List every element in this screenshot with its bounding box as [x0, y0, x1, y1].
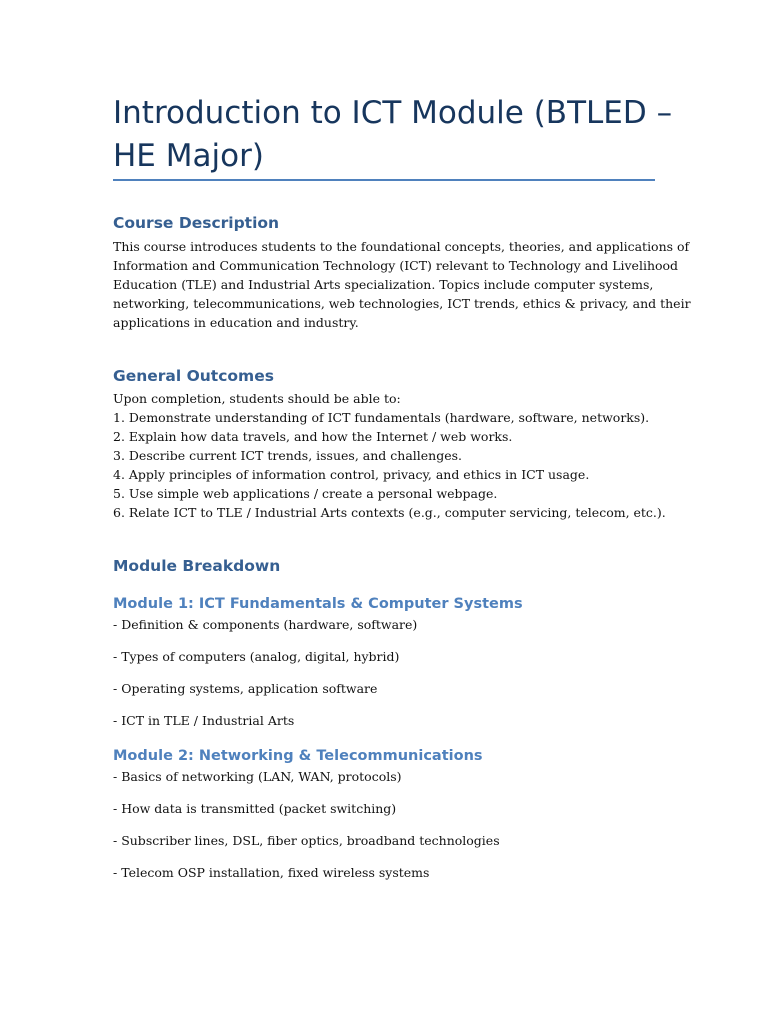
course-description-line: This course introduces students to the foundational concepts, theories, and applications of [113, 239, 690, 254]
module-1-item: - Definition & components (hardware, software) [113, 617, 418, 632]
module-1-item: - ICT in TLE / Industrial Arts [113, 713, 295, 728]
outcome-item: 4. Apply principles of information control, privacy, and ethics in ICT usage. [113, 467, 590, 482]
outcome-item: 6. Relate ICT to TLE / Industrial Arts contexts (e.g., computer servicing, telecom, etc.). [113, 505, 666, 520]
module-1-title: Module 1: ICT Fundamentals & Computer Systems [113, 596, 523, 612]
module-2-item: - Subscriber lines, DSL, fiber optics, broadband technologies [113, 833, 500, 848]
outcomes-intro: Upon completion, students should be able to: [113, 391, 401, 406]
course-description-text [113, 237, 691, 332]
module-2-item: - Basics of networking (LAN, WAN, protocols) [113, 769, 402, 784]
module-2-title: Module 2: Networking & Telecommunications [113, 748, 483, 764]
general-outcomes-list [113, 389, 673, 522]
outcome-item: 1. Demonstrate understanding of ICT fundamentals (hardware, software, networks). [113, 410, 650, 425]
course-description-heading: Course Description [113, 214, 280, 232]
module-1-item: - Operating systems, application software [113, 681, 378, 696]
outcome-item: 3. Describe current ICT trends, issues, and challenges. [113, 448, 462, 463]
title-underline [113, 179, 655, 181]
course-description-line: networking, telecommunications, web technologies, ICT trends, ethics & privacy, and their [113, 296, 691, 311]
course-description-line: Information and Communication Technology (ICT) relevant to Technology and Livelihood [113, 258, 679, 273]
module-breakdown-heading: Module Breakdown [113, 557, 281, 575]
module-2-item: - How data is transmitted (packet switching) [113, 801, 397, 816]
module-1-item: - Types of computers (analog, digital, hybrid) [113, 649, 400, 664]
document-title: Introduction to ICT Module (BTLED – HE Major) [113, 95, 673, 174]
outcome-item: 5. Use simple web applications / create a personal webpage. [113, 486, 498, 501]
course-description-line: Education (TLE) and Industrial Arts specialization. Topics include computer systems, [113, 277, 654, 292]
course-description-line: applications in education and industry. [113, 315, 359, 330]
general-outcomes-heading: General Outcomes [113, 367, 274, 385]
module-2-item: - Telecom OSP installation, fixed wireless systems [113, 865, 430, 880]
outcome-item: 2. Explain how data travels, and how the Internet / web works. [113, 429, 513, 444]
